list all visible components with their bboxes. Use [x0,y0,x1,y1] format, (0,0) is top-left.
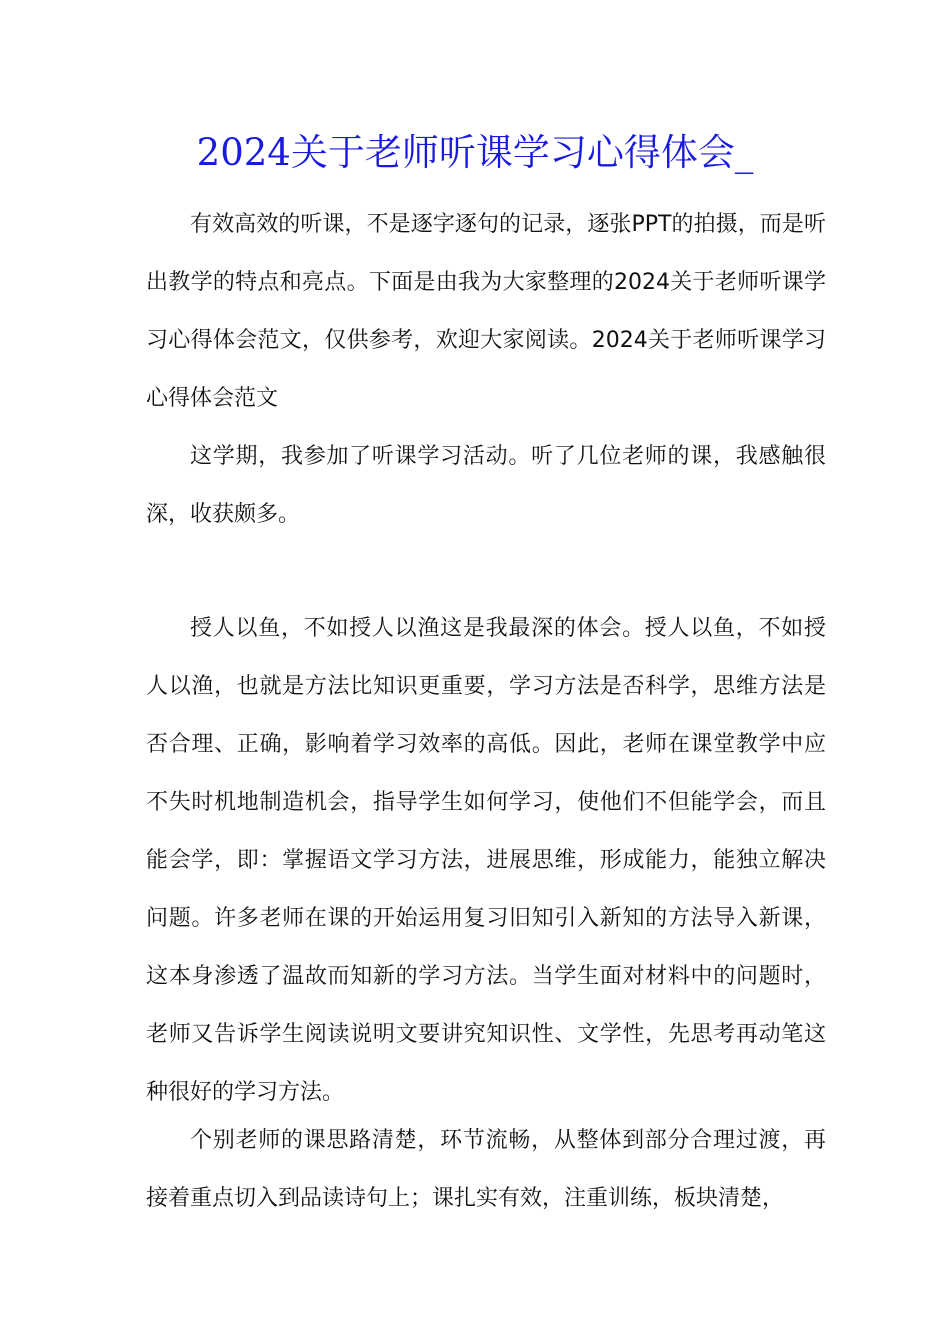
paragraph-method: 授人以鱼，不如授人以渔这是我最深的体会。授人以鱼，不如授人以渔，也就是方法比知识更重要，学习方法是否科学，思维方法是否合理、正确，影响着学习效率的高低。因此，老师在课堂教学中应不失时机地制造机会，指导学生如何学习，使他们不但能学会，而且能会学，即：掌握语文学习方法，进展思维，形成能力，能独立解决问题。许多老师在课的开始运用复习旧知引入新知的方法导入新课，这本身渗透了温故而知新的学习方法。当学生面对材料中的问题时，老师又告诉学生阅读说明文要讲究知识性、文学性，先思考再动笔这种很好的学习方法。 [146,616,826,1105]
document-title: 2024关于老师听课学习心得体会_ [196,131,754,174]
paragraph-semester: 这学期，我参加了听课学习活动。听了几位老师的课，我感触很深，收获颇多。 [146,444,826,527]
paragraph-intro: 有效高效的听课，不是逐字逐句的记录，逐张PPT的拍摄，而是听出教学的特点和亮点。下面是由我为大家整理的2024关于老师听课学习心得体会范文，仅供参考，欢迎大家阅读。2024关于老师听课学习心得体会范文 [146,212,826,411]
paragraph-structure: 个别老师的课思路清楚，环节流畅，从整体到部分合理过渡，再接着重点切入到品读诗句上；课扎实有效，注重训练，板块清楚， [146,1128,826,1211]
